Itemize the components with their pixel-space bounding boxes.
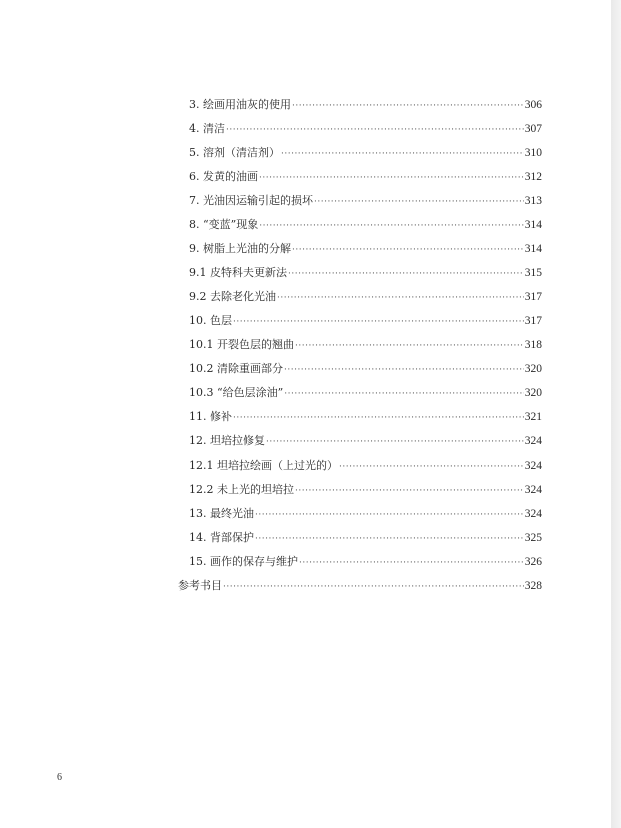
toc-entry-page: 324 xyxy=(524,484,542,496)
toc-entry-title: 4. 清洁 xyxy=(189,122,225,135)
toc-entry-title: 10. 色层 xyxy=(189,314,232,327)
toc-entry[interactable] xyxy=(189,383,542,403)
toc-dot-leader xyxy=(299,553,524,573)
page-number: 6 xyxy=(57,772,62,783)
toc-entry-page: 313 xyxy=(524,195,542,207)
toc-entry-title: 11. 修补 xyxy=(189,410,232,423)
toc-entry-title: 14. 背部保护 xyxy=(189,531,254,544)
toc-dot-leader xyxy=(292,240,524,260)
toc-entry-page: 324 xyxy=(524,508,542,520)
toc-dot-leader xyxy=(259,168,524,188)
toc-dot-leader xyxy=(255,529,524,549)
toc-dot-leader xyxy=(295,481,524,501)
toc-entry-page: 317 xyxy=(524,291,542,303)
toc-dot-leader xyxy=(266,432,524,452)
toc-entry[interactable] xyxy=(189,167,542,187)
toc-entry-title: 13. 最终光油 xyxy=(189,507,254,520)
toc-dot-leader xyxy=(284,360,524,380)
toc-entry-page: 320 xyxy=(524,387,542,399)
toc-entry[interactable] xyxy=(189,407,542,427)
toc-entry-title: 10.2 清除重画部分 xyxy=(189,362,283,375)
toc-entry-title: 10.3 “给色层涂油” xyxy=(189,386,284,399)
toc-dot-leader xyxy=(292,96,524,116)
toc-entry[interactable] xyxy=(189,335,542,355)
toc-entry[interactable] xyxy=(189,95,542,115)
toc-dot-leader xyxy=(255,505,524,525)
toc-dot-leader xyxy=(233,408,524,428)
toc-entry-page: 310 xyxy=(524,147,542,159)
toc-entry-page: 325 xyxy=(524,532,542,544)
toc-entry[interactable] xyxy=(189,456,542,476)
toc-entry[interactable] xyxy=(189,480,542,500)
toc-entry-page: 326 xyxy=(524,556,542,568)
toc-entry[interactable] xyxy=(189,191,542,211)
page-edge xyxy=(611,0,621,828)
toc-dot-leader xyxy=(288,264,524,284)
toc-entry-page: 324 xyxy=(524,460,542,472)
toc-entry-title: 6. 发黄的油画 xyxy=(189,170,258,183)
toc-entry[interactable] xyxy=(189,431,542,451)
toc-entry-page: 314 xyxy=(524,243,542,255)
toc-entry-title: 5. 溶剂（清洁剂） xyxy=(189,146,280,159)
toc-dot-leader xyxy=(295,336,524,356)
toc-entry-title: 10.1 开裂色层的翘曲 xyxy=(189,338,294,351)
toc-entry-page: 306 xyxy=(524,99,542,111)
toc-dot-leader xyxy=(226,120,524,140)
toc-entry[interactable] xyxy=(189,504,542,524)
toc-entry-page: 317 xyxy=(524,315,542,327)
toc-dot-leader xyxy=(259,216,524,236)
toc-entry-title: 8. “变蓝”现象 xyxy=(189,218,259,231)
toc-entry-title: 3. 绘画用油灰的使用 xyxy=(189,98,291,111)
toc-entry-page: 320 xyxy=(524,363,542,375)
toc-entry-page: 307 xyxy=(524,123,542,135)
toc-dot-leader xyxy=(314,192,524,212)
toc-entry-title: 15. 画作的保存与维护 xyxy=(189,555,298,568)
toc-dot-leader xyxy=(339,457,524,477)
toc-dot-leader xyxy=(284,384,524,404)
toc-entry-bibliography[interactable] xyxy=(178,576,542,596)
toc-entry-title: 12.1 坦培拉绘画（上过光的） xyxy=(189,459,338,472)
toc-dot-leader xyxy=(233,312,524,332)
toc-dot-leader xyxy=(281,144,524,164)
toc-entry[interactable] xyxy=(189,215,542,235)
toc-entry[interactable] xyxy=(189,528,542,548)
toc-entry[interactable] xyxy=(189,143,542,163)
toc-entry-title: 9. 树脂上光油的分解 xyxy=(189,242,291,255)
toc-entry[interactable] xyxy=(189,239,542,259)
toc-dot-leader xyxy=(223,577,524,597)
toc-entry-page: 324 xyxy=(524,435,542,447)
toc-entry-page: 321 xyxy=(524,411,542,423)
toc-entry[interactable] xyxy=(189,359,542,379)
toc-entry-page: 318 xyxy=(524,339,542,351)
toc-entry[interactable] xyxy=(189,119,542,139)
toc-entry[interactable] xyxy=(189,263,542,283)
toc-entry-title: 12. 坦培拉修复 xyxy=(189,434,265,447)
toc-entry-page: 314 xyxy=(524,219,542,231)
toc-entry-page: 312 xyxy=(524,171,542,183)
toc-dot-leader xyxy=(277,288,524,308)
toc-entry[interactable] xyxy=(189,552,542,572)
toc-entry-title: 9.2 去除老化光油 xyxy=(189,290,276,303)
toc-entry[interactable] xyxy=(189,311,542,331)
toc-entry-title: 12.2 未上光的坦培拉 xyxy=(189,483,294,496)
toc-entry-page: 328 xyxy=(524,580,542,592)
toc-entry-title: 9.1 皮特科夫更新法 xyxy=(189,266,287,279)
toc-entry[interactable] xyxy=(189,287,542,307)
toc-entry-title: 7. 光油因运输引起的损坏 xyxy=(189,194,313,207)
toc-entry-title: 参考书目 xyxy=(178,579,222,592)
toc-entry-page: 315 xyxy=(524,267,542,279)
